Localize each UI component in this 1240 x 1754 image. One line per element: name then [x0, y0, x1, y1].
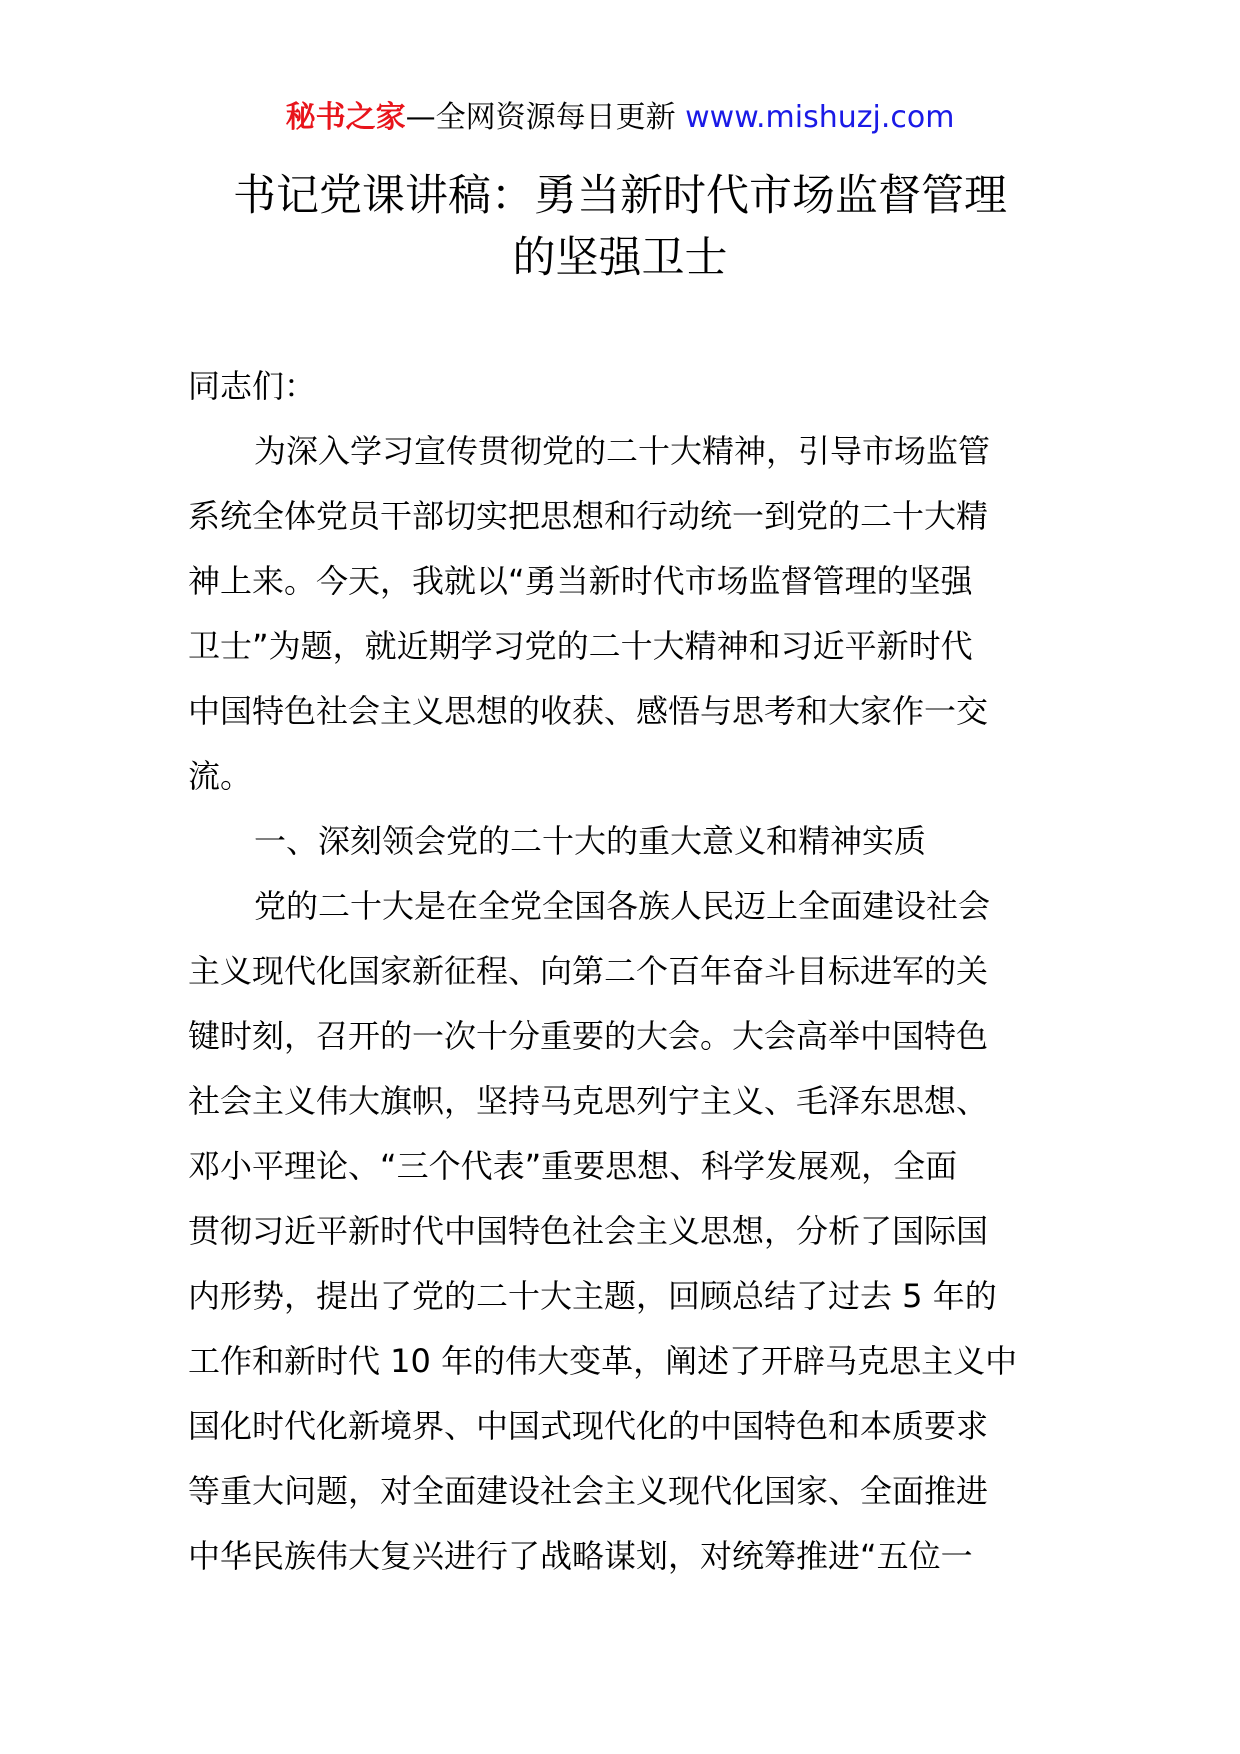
document-title	[0, 165, 1240, 289]
salutation: 同志们：	[188, 367, 317, 405]
paragraph-line: 神上来。今天，我就以“勇当新时代市场监督管理的坚强	[188, 562, 973, 600]
paragraph-line: 国化时代化新境界、中国式现代化的中国特色和本质要求	[188, 1407, 989, 1445]
title-line-1: 书记党课讲稿：勇当新时代市场监督管理	[233, 171, 1007, 221]
title-line-2: 的坚强卫士	[512, 233, 728, 283]
document-body	[188, 354, 1060, 1589]
paragraph-line: 等重大问题，对全面建设社会主义现代化国家、全面推进	[188, 1472, 989, 1510]
header-tagline: —全网资源每日更新	[405, 100, 676, 135]
paragraph-line: 社会主义伟大旗帜，坚持马克思列宁主义、毛泽东思想、	[188, 1082, 989, 1120]
site-url-link[interactable]: www.mishuzj.com	[685, 100, 955, 135]
header-banner	[0, 98, 1240, 138]
brand-name: 秘书之家	[285, 100, 406, 135]
paragraph-line: 党的二十大是在全党全国各族人民迈上全面建设社会	[254, 887, 991, 925]
paragraph-line: 系统全体党员干部切实把思想和行动统一到党的二十大精	[188, 497, 989, 535]
paragraph-line: 主义现代化国家新征程、向第二个百年奋斗目标进军的关	[188, 952, 989, 990]
paragraph-line: 中国特色社会主义思想的收获、感悟与思考和大家作一交	[188, 692, 989, 730]
paragraph-line: 内形势，提出了党的二十大主题，回顾总结了过去 5 年的	[188, 1277, 997, 1315]
paragraph-line: 中华民族伟大复兴进行了战略谋划，对统筹推进“五位一	[188, 1537, 973, 1575]
paragraph-line: 卫士”为题，就近期学习党的二十大精神和习近平新时代	[188, 627, 973, 665]
paragraph-line: 贯彻习近平新时代中国特色社会主义思想，分析了国际国	[188, 1212, 989, 1250]
section-heading: 一、深刻领会党的二十大的重大意义和精神实质	[254, 822, 927, 860]
paragraph-line: 为深入学习宣传贯彻党的二十大精神，引导市场监管	[254, 432, 991, 470]
paragraph-line: 键时刻，召开的一次十分重要的大会。大会高举中国特色	[188, 1017, 989, 1055]
paragraph-line: 工作和新时代 10 年的伟大变革，阐述了开辟马克思主义中	[188, 1342, 1018, 1380]
paragraph-line: 邓小平理论、“三个代表”重要思想、科学发展观，全面	[188, 1147, 958, 1185]
paragraph-line: 流。	[188, 757, 253, 795]
